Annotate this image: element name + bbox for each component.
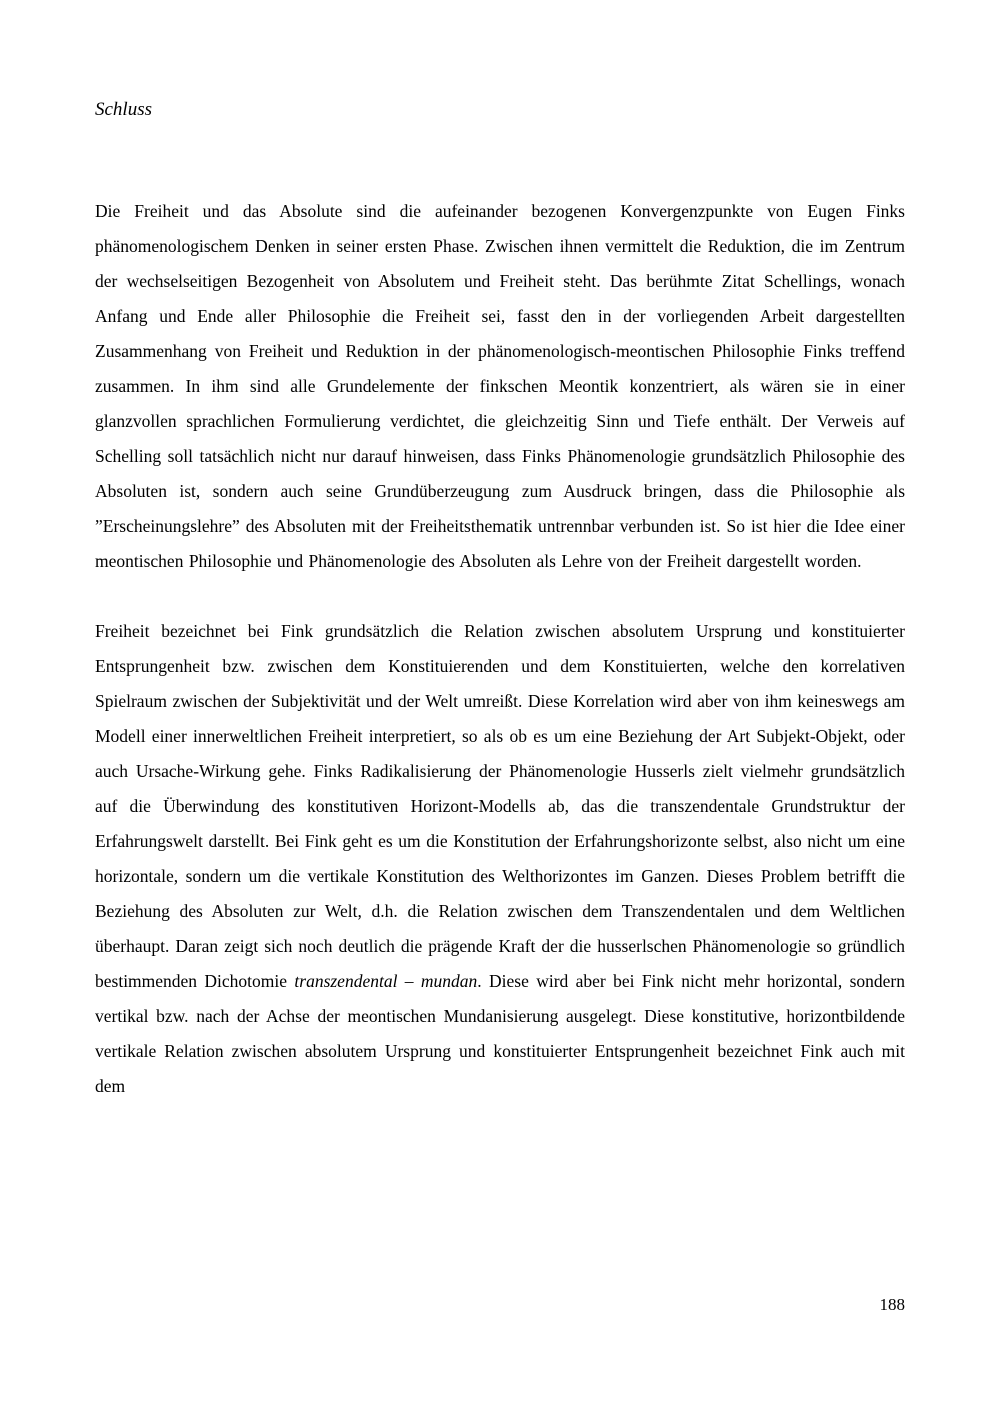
paragraph-1: Die Freiheit und das Absolute sind die aufeinander bezogenen Konvergenzpunkte von Eugen Finks phänomenologischem Denken in seiner ersten Phase. Zwischen ihnen vermittelt die Reduktion, die im Zentrum der wechselseitigen Bezogenheit von Absolutem und Freiheit steht. Das berühmte Zitat Schellings, wonach Anfang und Ende aller Philosophie die Freiheit sei, fasst den in der vorliegenden Arbeit dargestellten Zusammenhang von Freiheit und Reduktion in der phänomenologisch-meontischen Philosophie Finks treffend zusammen. In ihm sind alle Grundelemente der finkschen Meontik konzentriert, als wären sie in einer glanzvollen sprachlichen Formulierung verdichtet, die gleichzeitig Sinn und Tiefe enthält. Der Verweis auf Schelling soll tatsächlich nicht nur darauf hinweisen, dass Finks Phänomenologie grundsätzlich Philosophie des Absoluten ist, sondern auch seine Grundüberzeugung zum Ausdruck bringen, dass die Philosophie als ”Erscheinungslehre” des Absoluten mit der Freiheitsthematik untrennbar verbunden ist. So ist hier die Idee einer meontischen Philosophie und Phänomenologie des Absoluten als Lehre von der Freiheit dargestellt worden. [95, 201, 905, 571]
paragraph-2-italic-phrase: transzendental – mundan [294, 971, 478, 991]
section-heading: Schluss [95, 99, 152, 120]
paragraph-2-text-before: Freiheit bezeichnet bei Fink grundsätzlich die Relation zwischen absolutem Ursprung und konstituierter Entsprungenheit bzw. zwischen dem Konstituierenden und dem Konstituierten, welche den korrelativen Spielraum zwischen der Subjektivität und der Welt umreißt. Diese Korrelation wird aber von ihm keineswegs am Modell einer innerweltlichen Freiheit interpretiert, so als ob es um eine Beziehung der Art Subjekt-Objekt, oder auch Ursache-Wirkung gehe. Finks Radikalisierung der Phänomenologie Husserls zielt vielmehr grundsätzlich auf die Überwindung des konstitutiven Horizont-Modells ab, das die transzendentale Grundstruktur der Erfahrungswelt darstellt. Bei Fink geht es um die Konstitution der Erfahrungshorizonte selbst, also nicht um eine horizontale, sondern um die vertikale Konstitution des Welthorizontes im Ganzen. Dieses Problem betrifft die Beziehung des Absoluten zur Welt, d.h. die Relation zwischen dem Transzendentalen und dem Weltlichen überhaupt. Daran zeigt sich noch deutlich die prägende Kraft der die husserlschen Phänomenologie so gründlich bestimmenden Dichotomie [95, 621, 905, 991]
page-number: 188 [879, 1295, 905, 1314]
paragraph-2-text-after: . Diese wird aber bei Fink nicht mehr horizontal, sondern vertikal bzw. nach der Achse der meontischen Mundanisierung ausgelegt. Diese konstitutive, horizontbildende vertikale Relation zwischen absolutem Ursprung und konstituierter Entsprungenheit bezeichnet Fink auch mit dem [95, 971, 905, 1096]
paragraph-2 [95, 614, 905, 1104]
